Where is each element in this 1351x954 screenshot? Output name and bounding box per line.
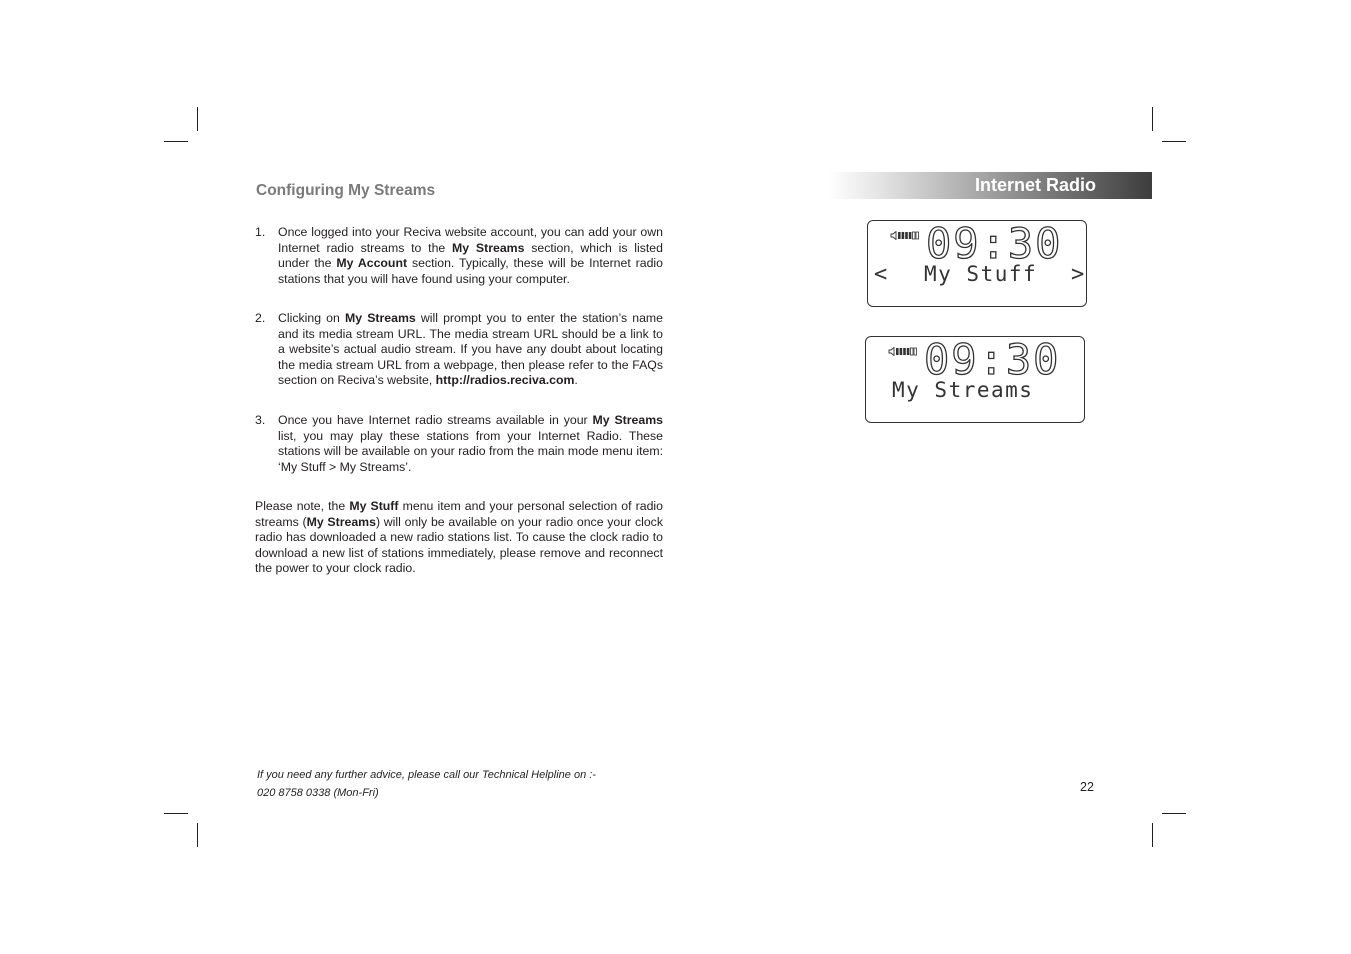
note-paragraph: [255, 499, 663, 577]
step-text: [278, 413, 663, 475]
step-item-3: [255, 413, 663, 475]
crop-mark: [164, 813, 188, 814]
section-banner: [828, 172, 1152, 199]
lcd-display-my-streams: [865, 336, 1085, 423]
crop-mark: [1152, 823, 1153, 847]
text-run: Once you have Internet radio streams available in your: [278, 413, 593, 427]
text-run: list, you may play these stations from your Internet Radio. These stations will be available on your radio from the main mode menu item: ‘My Stuff > My Streams’.: [278, 428, 663, 474]
display-text: My Stuff: [924, 262, 1038, 286]
bold-term: My Streams: [345, 311, 416, 325]
step-number: 2.: [255, 311, 266, 325]
bold-term: My Stuff: [349, 499, 399, 513]
step-item-2: [255, 311, 663, 389]
signal-strength-icon: [896, 348, 917, 355]
text-run: Once logged into your Reciva website account, you can add your own Internet radio streams to the: [278, 225, 663, 255]
section-heading: Configuring My Streams: [256, 182, 436, 199]
crop-mark: [1152, 107, 1153, 131]
text-run: ) will only be available on your radio once your clock radio has downloaded a new radio stations list. To cause the clock radio to download a new list of stations immediately, please remove and reconnect the power to your clock radio.: [255, 514, 663, 575]
crop-mark: [1162, 141, 1186, 142]
left-arrow-icon: <: [874, 262, 888, 287]
step-item-1: [255, 225, 663, 287]
speaker-icon: [888, 347, 920, 356]
text-run: Please note, the: [255, 499, 350, 513]
crop-mark: [1162, 813, 1186, 814]
step-text: [278, 311, 663, 389]
bold-term: My Streams: [592, 413, 663, 427]
right-arrow-icon: >: [1071, 262, 1085, 287]
speaker-icon: [890, 231, 922, 240]
page-number: 22: [1080, 780, 1094, 794]
text-run: section. Typically, these will be Internet radio stations that you will have found using your computer.: [278, 256, 664, 286]
text-run: section, which is listed under the: [278, 240, 663, 270]
banner-title: Internet Radio: [974, 175, 1096, 195]
bold-term: http://radios.reciva.com: [435, 373, 575, 387]
crop-mark: [197, 823, 198, 847]
text-run: will prompt you to enter the station’s name and its media stream URL. The media stream URL should be a link to a website’s actual audio stream. If you have any doubt about locating the media stream URL from a webpage, then please refer to the FAQs section on Reciva’s website,: [278, 311, 663, 387]
clock-time: 09:30: [924, 335, 1061, 384]
helpline-number: 020 8758 0338 (Mon-Fri): [257, 787, 379, 799]
crop-mark: [164, 141, 188, 142]
crop-mark: [197, 107, 198, 131]
step-number: 1.: [255, 225, 266, 239]
lcd-display-my-stuff: [867, 220, 1087, 307]
text-run: .: [574, 373, 578, 387]
text-run: menu item and your personal selection of radio streams (: [255, 499, 663, 529]
text-run: Clicking on: [278, 311, 345, 325]
step-text: [278, 225, 663, 287]
clock-time: 09:30: [926, 219, 1063, 268]
bold-term: My Account: [336, 256, 408, 270]
bold-term: My Streams: [452, 240, 525, 255]
helpline-text: If you need any further advice, please call our Technical Helpline on :-: [257, 769, 596, 781]
signal-strength-icon: [898, 232, 919, 239]
display-text: My Streams: [892, 378, 1034, 402]
bold-term: My Streams: [306, 514, 376, 529]
step-number: 3.: [255, 413, 266, 427]
